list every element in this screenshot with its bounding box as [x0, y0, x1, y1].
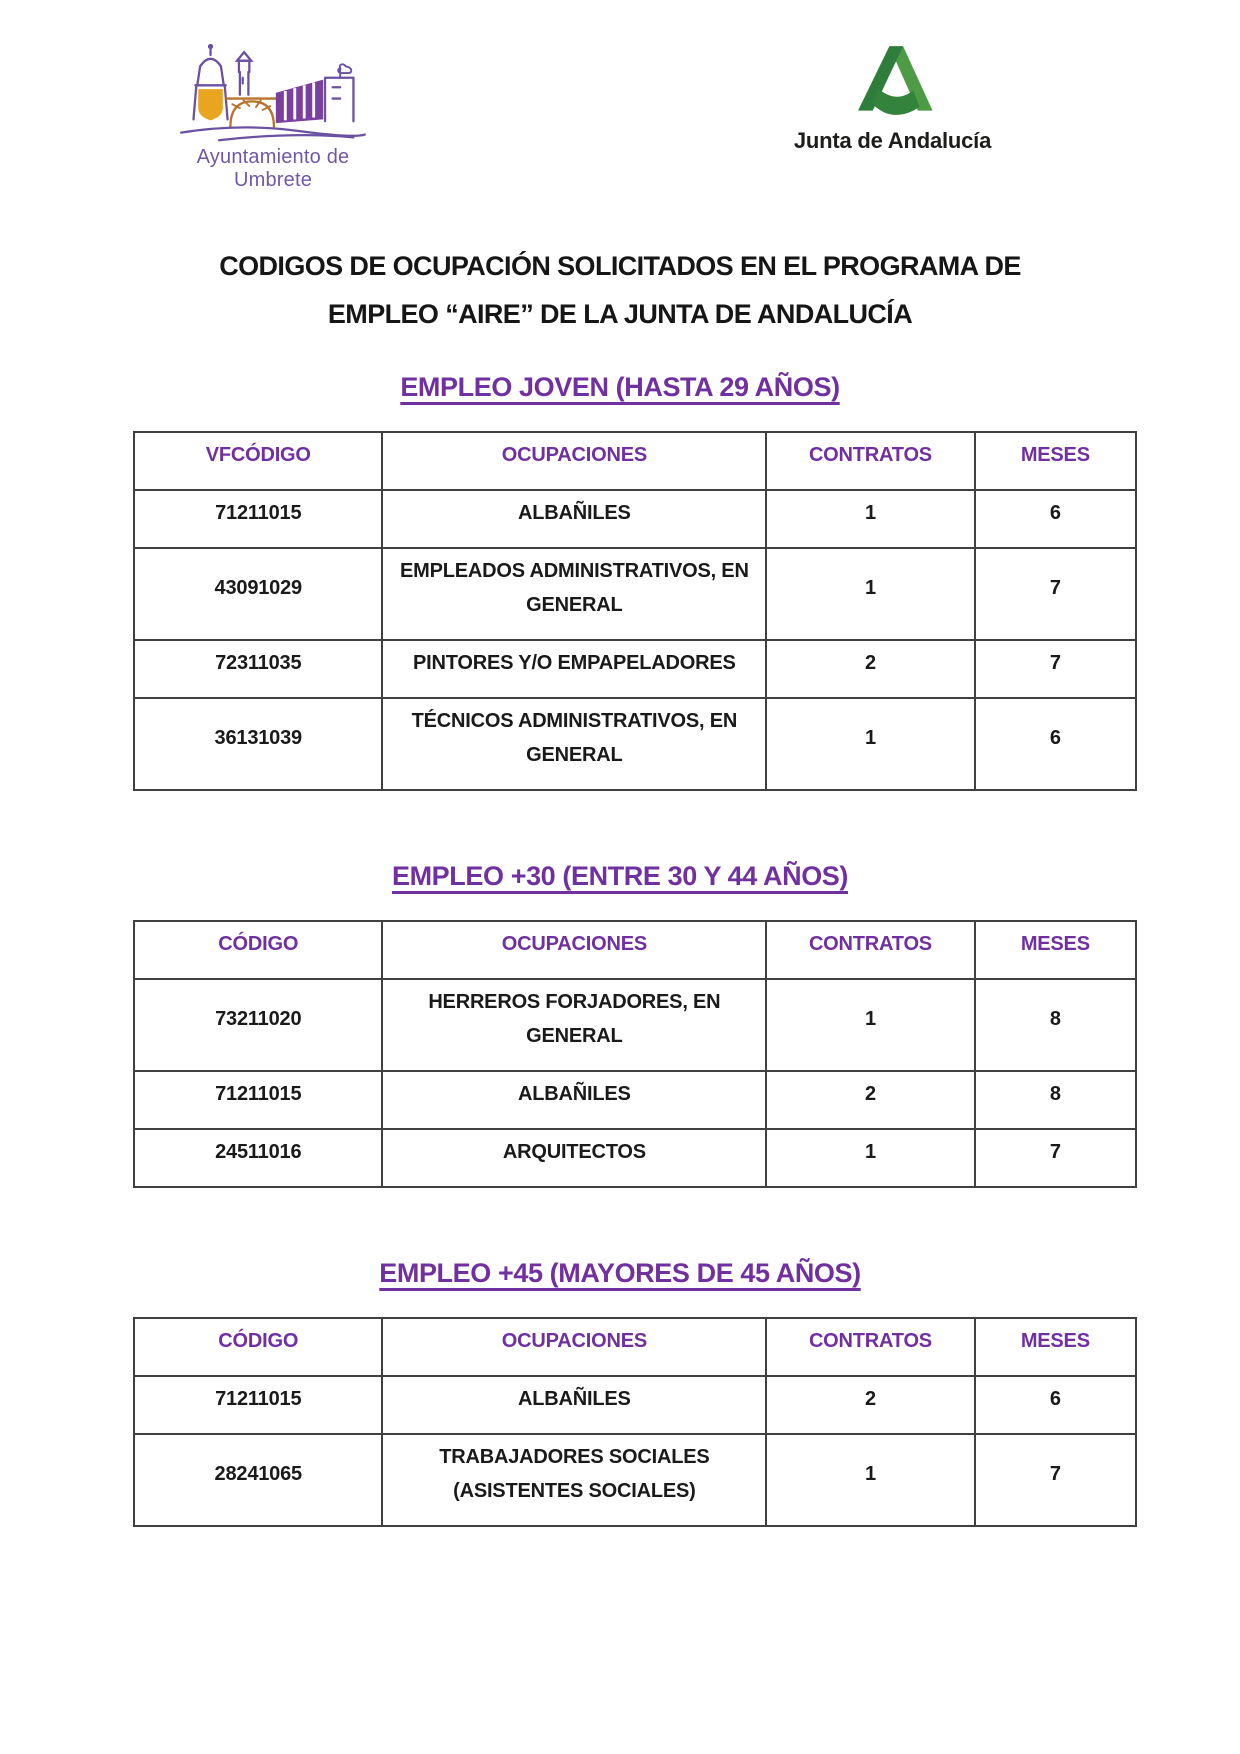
cell-ocupacion: ALBAÑILES — [382, 490, 766, 548]
column-header-codigo: VFCÓDIGO — [134, 432, 382, 490]
cell-ocupacion: HERREROS FORJADORES, EN GENERAL — [382, 979, 766, 1071]
column-header-ocupaciones: OCUPACIONES — [382, 432, 766, 490]
column-header-meses: MESES — [975, 432, 1136, 490]
column-header-contratos: CONTRATOS — [766, 432, 974, 490]
cell-codigo: 28241065 — [134, 1434, 382, 1526]
section-heading-empleo-mas-45: EMPLEO +45 (MAYORES DE 45 AÑOS) — [379, 1258, 861, 1288]
section-empleo-joven — [0, 338, 1240, 791]
junta-andalucia-a-icon — [847, 42, 939, 124]
page-header — [0, 0, 1240, 190]
cell-contratos: 1 — [766, 548, 974, 640]
section-heading-empleo-mas-30: EMPLEO +30 (ENTRE 30 Y 44 AÑOS) — [391, 861, 848, 891]
page-title-line1: CODIGOS DE OCUPACIÓN SOLICITADOS EN EL PROGRAMA DE — [219, 251, 1021, 281]
page-title-line2: EMPLEO “AIRE” DE LA JUNTA DE ANDALUCÍA — [327, 299, 913, 329]
table-header-row — [134, 921, 1136, 979]
cell-meses: 7 — [975, 1434, 1136, 1526]
cell-ocupacion: TÉCNICOS ADMINISTRATIVOS, EN GENERAL — [382, 698, 766, 790]
column-header-codigo: CÓDIGO — [134, 921, 382, 979]
table-header-row — [134, 432, 1136, 490]
cell-codigo: 72311035 — [134, 640, 382, 698]
cell-contratos: 1 — [766, 490, 974, 548]
cell-contratos: 1 — [766, 698, 974, 790]
column-header-ocupaciones: OCUPACIONES — [382, 921, 766, 979]
table-row — [134, 490, 1136, 548]
cell-ocupacion: ALBAÑILES — [382, 1071, 766, 1129]
cell-ocupacion: ARQUITECTOS — [382, 1129, 766, 1187]
cell-codigo: 73211020 — [134, 979, 382, 1071]
table-row — [134, 640, 1136, 698]
cell-meses: 8 — [975, 979, 1136, 1071]
cell-ocupacion: EMPLEADOS ADMINISTRATIVOS, EN GENERAL — [382, 548, 766, 640]
cell-contratos: 2 — [766, 1376, 974, 1434]
junta-logo-caption: Junta de Andalucía — [793, 128, 992, 153]
cell-meses: 8 — [975, 1071, 1136, 1129]
column-header-meses: MESES — [975, 921, 1136, 979]
table-empleo-joven — [133, 431, 1137, 791]
table-empleo-mas-30 — [133, 920, 1137, 1188]
cell-ocupacion: TRABAJADORES SOCIALES (ASISTENTES SOCIALES) — [382, 1434, 766, 1526]
column-header-contratos: CONTRATOS — [766, 1318, 974, 1376]
cell-ocupacion: ALBAÑILES — [382, 1376, 766, 1434]
column-header-ocupaciones: OCUPACIONES — [382, 1318, 766, 1376]
cell-contratos: 2 — [766, 640, 974, 698]
cell-meses: 6 — [975, 698, 1136, 790]
cell-contratos: 1 — [766, 1129, 974, 1187]
cell-codigo: 71211015 — [134, 490, 382, 548]
cell-codigo: 71211015 — [134, 1071, 382, 1129]
table-row — [134, 548, 1136, 640]
table-row — [134, 1071, 1136, 1129]
cell-codigo: 71211015 — [134, 1376, 382, 1434]
table-row — [134, 1434, 1136, 1526]
table-row — [134, 979, 1136, 1071]
cell-ocupacion: PINTORES Y/O EMPAPELADORES — [382, 640, 766, 698]
column-header-codigo: CÓDIGO — [134, 1318, 382, 1376]
cell-meses: 6 — [975, 1376, 1136, 1434]
cell-codigo: 43091029 — [134, 548, 382, 640]
cell-meses: 7 — [975, 548, 1136, 640]
cell-meses: 6 — [975, 490, 1136, 548]
table-empleo-mas-45 — [133, 1317, 1137, 1527]
column-header-contratos: CONTRATOS — [766, 921, 974, 979]
umbrete-logo-caption: Ayuntamiento de Umbrete — [196, 146, 350, 191]
table-header-row — [134, 1318, 1136, 1376]
cell-codigo: 36131039 — [134, 698, 382, 790]
cell-contratos: 2 — [766, 1071, 974, 1129]
cell-meses: 7 — [975, 640, 1136, 698]
section-empleo-mas-45 — [0, 1188, 1240, 1527]
umbrete-logo — [158, 38, 388, 192]
table-row — [134, 1129, 1136, 1187]
cell-contratos: 1 — [766, 979, 974, 1071]
section-empleo-mas-30 — [0, 791, 1240, 1188]
page-title — [0, 242, 1240, 338]
section-heading-empleo-joven: EMPLEO JOVEN (HASTA 29 AÑOS) — [400, 372, 840, 402]
cell-contratos: 1 — [766, 1434, 974, 1526]
junta-logo — [775, 42, 1010, 154]
column-header-meses: MESES — [975, 1318, 1136, 1376]
umbrete-townscape-icon — [163, 38, 383, 144]
cell-codigo: 24511016 — [134, 1129, 382, 1187]
cell-meses: 7 — [975, 1129, 1136, 1187]
table-row — [134, 698, 1136, 790]
table-row — [134, 1376, 1136, 1434]
